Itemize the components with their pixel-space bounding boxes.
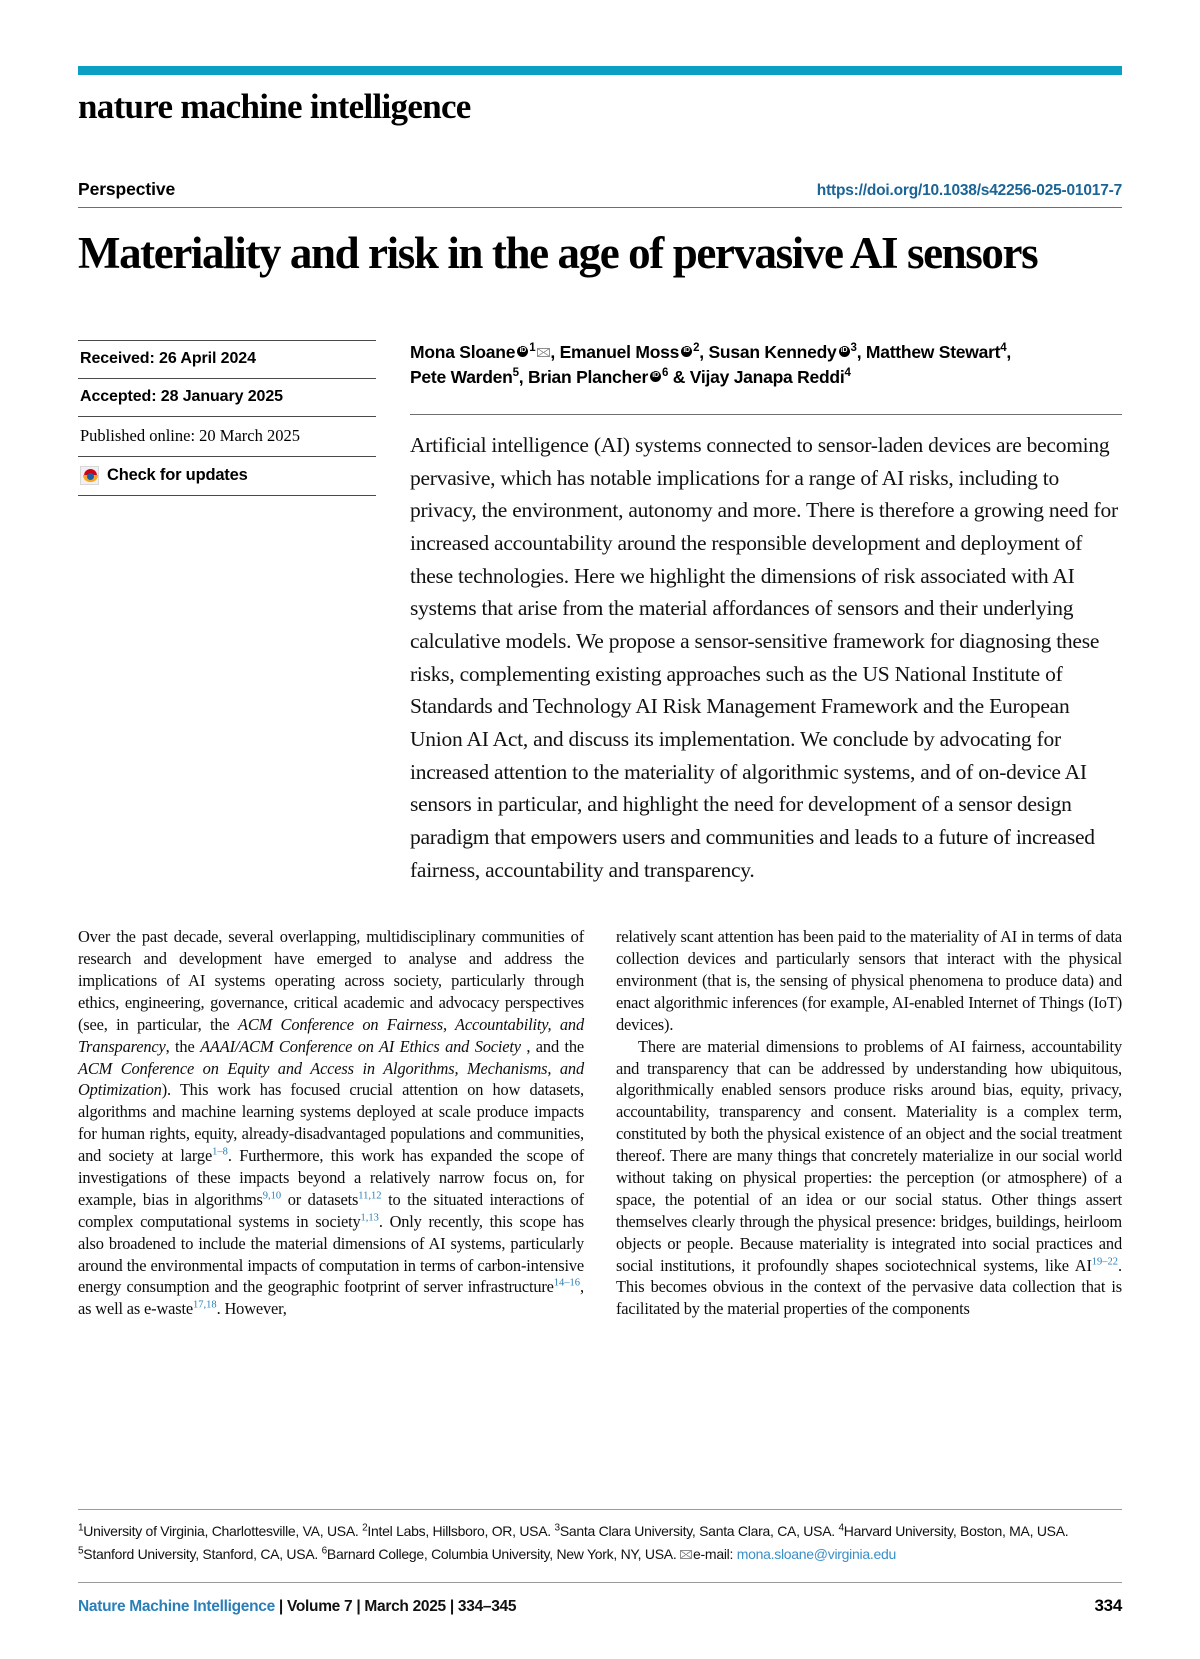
text-run: . Furthermore, this work has expanded the scope of investigations of these impacts beyond a relatively narrow focus on, for example, bias in algorithms [78,1146,584,1209]
check-for-updates-button[interactable] [78,456,376,495]
affiliation-marker: 5 [512,367,519,380]
abstract-text: Artificial intelligence (AI) systems connected to sensor-laden devices are becoming pervasive, which has notable implications for a range of AI risks, including to privacy, the environment, autonomy and more. There is therefore a growing need for increased accountability around the responsible development and deployment of these technologies. Here we highlight the dimensions of risk associated with AI systems that arise from the material affordances of sensors and their underlying calculative models. We propose a sensor-sensitive framework for diagnosing these risks, complementing existing approaches such as the US National Institute of Standards and Technology AI Risk Management Framework and the European Union AI Act, and discuss its implementation. We conclude by advocating for increased attention to the materiality of algorithmic systems, and of on-device AI sensors in particular, and highlight the need for development of a sensor design paradigm that empowers users and communities and leads to a future of increased fairness, accountability and transparency. [410,432,1118,882]
author-sep[interactable]: , Emanuel Moss [550,342,680,363]
affiliation-marker: 3 [850,342,857,355]
published-online-date: Published online: 20 March 2025 [78,416,376,456]
affiliation-marker: 3 [554,1522,560,1534]
conference-name: ACM Conference on Equity and Access in Algorithms, Mechanisms, and Optimization [78,1058,584,1100]
journal-masthead-title: nature machine intelligence [78,87,471,126]
author-sep[interactable]: , Matthew Stewart [856,342,1001,363]
affiliation-marker: 2 [693,342,700,355]
text-run: to the situated interactions of complex computational systems in society [78,1189,584,1231]
citation-ref[interactable]: 11,12 [358,1190,382,1202]
conference-name: AAAI/ACM Conference on AI Ethics and Society [200,1036,521,1056]
affiliation-item: Barnard College, Columbia University, New York, NY, USA. [326,1545,681,1562]
accepted-date: Accepted: 28 January 2025 [78,378,376,416]
footer-divider [78,1582,1122,1583]
affiliation-item: Harvard University, Boston, MA, USA. [843,1523,1069,1539]
citation-ref[interactable]: 14–16 [553,1278,581,1290]
affiliation-marker: 4 [844,367,851,380]
footer-citation [78,1598,516,1616]
orcid-icon[interactable] [681,346,692,357]
author-list [410,340,1122,390]
text-run: or datasets [281,1189,359,1209]
separator: | [274,1598,287,1615]
affiliation-item: Intel Labs, Hillsboro, OR, USA. [367,1523,555,1539]
affiliation-marker: 1 [78,1522,84,1534]
text-run: , the [165,1036,201,1056]
affiliation-item: Stanford University, Stanford, CA, USA. [83,1545,322,1562]
paragraph [78,926,584,1320]
affiliations-block [78,1520,1122,1565]
email-icon [680,1550,692,1559]
paragraph: relatively scant attention has been paid to the materiality of AI in terms of data collection devices and particularly sensors that interact with the physical environment (that is, the sensing of physical phenomena to produce data) and enact algorithmic inferences (for example, AI-enabled Internet of Things (IoT) devices). [616,927,1122,1034]
affiliations-divider [78,1509,1122,1510]
footer-page-range: 334–345 [457,1598,517,1615]
orcid-icon[interactable] [839,346,850,357]
publication-dates-panel [78,340,400,886]
orcid-icon[interactable] [650,371,661,382]
author-name[interactable]: Pete Warden [410,366,513,387]
author-sep[interactable]: & Vijay Janapa Reddi [668,366,845,387]
crossmark-icon [80,466,99,485]
authors-and-abstract [400,340,1122,886]
affiliation-item: Santa Clara University, Santa Clara, CA, USA. [559,1523,839,1539]
text-run: . However, [216,1299,287,1319]
abstract-divider [410,414,1122,415]
email-icon[interactable] [537,348,550,357]
orcid-icon[interactable] [517,346,528,357]
updates-divider [78,495,376,496]
body-columns [78,926,1122,1320]
affiliation-marker: 2 [362,1522,368,1534]
conference-name: ACM Conference on Fairness, Accountability, and Transparency [78,1014,584,1056]
citation-ref[interactable]: 1–8 [212,1146,228,1158]
text-run: Over the past decade, several overlapping, multidisciplinary communities of research and development have emerged to analyse and address the implications of AI systems operating across society, particularly through ethics, engineering, governance, critical academic and advocacy perspectives (see, in particular, the [78,927,584,1034]
check-for-updates-label: Check for updates [107,466,248,485]
text-run: . Only recently, this scope has also broadened to include the material dimensions of AI systems, particularly around the environmental impacts of computation in terms of carbon-intensive energy consumption and the geographic footprint of server infrastructure [78,1211,584,1297]
separator: | [352,1598,365,1615]
text-run: ). This work has focused crucial attention on how datasets, algorithms and machine learning systems deployed at scale produce impacts for human rights, equity, already-disadvantaged populations and communities, and society at large [78,1080,584,1166]
affiliation-marker: 5 [78,1545,84,1557]
text-run: . This becomes obvious in the context of the pervasive data collection that is facilitated by the material properties of the components [616,1255,1122,1319]
footer-date: March 2025 [364,1598,446,1615]
body-column-right [616,926,1122,1320]
page-footer [78,1596,1122,1616]
affiliation-marker: 1 [529,342,536,355]
separator: | [445,1598,458,1615]
article-type-label: Perspective [78,178,176,199]
paragraph [616,1036,1122,1321]
author-sep[interactable]: , Brian Plancher [518,366,649,387]
article-type-row [78,179,1122,200]
received-date: Received: 26 April 2024 [78,340,376,378]
header-divider [78,207,1122,208]
text-run: , and the [520,1036,585,1056]
text-run: , as well as e-waste [78,1277,584,1319]
footer-volume: Volume 7 [286,1598,353,1615]
affiliation-marker: 6 [662,367,669,380]
meta-region [78,340,1122,886]
footer-journal-name[interactable]: Nature Machine Intelligence [78,1598,275,1615]
email-label: e-mail: [693,1545,737,1562]
author-name[interactable]: Mona Sloane [410,342,516,363]
affiliation-marker: 4 [838,1522,844,1534]
affiliation-marker: 6 [321,1545,327,1557]
author-sep: , [1006,342,1012,363]
citation-ref[interactable]: 1,13 [360,1212,379,1224]
author-sep[interactable]: , Susan Kennedy [699,342,837,363]
article-page [0,66,1200,1659]
journal-accent-bar [78,66,1122,75]
body-column-left [78,926,584,1320]
doi-link[interactable]: https://doi.org/10.1038/s42256-025-01017-7 [816,181,1122,199]
page-title: Materiality and risk in the age of pervasive AI sensors [78,227,1038,278]
citation-ref[interactable]: 9,10 [262,1190,282,1202]
citation-ref[interactable]: 19–22 [1091,1256,1119,1268]
affiliation-item: University of Virginia, Charlottesville, VA, USA. [83,1523,363,1539]
corresponding-email-link[interactable]: mona.sloane@virginia.edu [736,1545,896,1562]
citation-ref[interactable]: 17,18 [193,1299,217,1311]
affiliation-marker: 4 [1000,342,1007,355]
text-run: There are material dimensions to problems of AI fairness, accountability and transparency that can be addressed by understanding how ubiquitous, algorithmically enabled sensors produce risks around bias, equity, privacy, accountability, transparency and consent. Materiality is a complex term, constituted by both the physical existence of an object and the social treatment thereof. There are many things that concretely materialize in our social world without taking on physical properties: the perception (or atmosphere) of a space, the potential of an idea or our social status. Other things assert themselves clearly through the physical presence: bridges, buildings, heirloom objects or people. Because materiality is integrated into social practices and social institutions, it profoundly shapes sociotechnical systems, like AI [616,1036,1122,1275]
page-number: 334 [1094,1596,1122,1615]
